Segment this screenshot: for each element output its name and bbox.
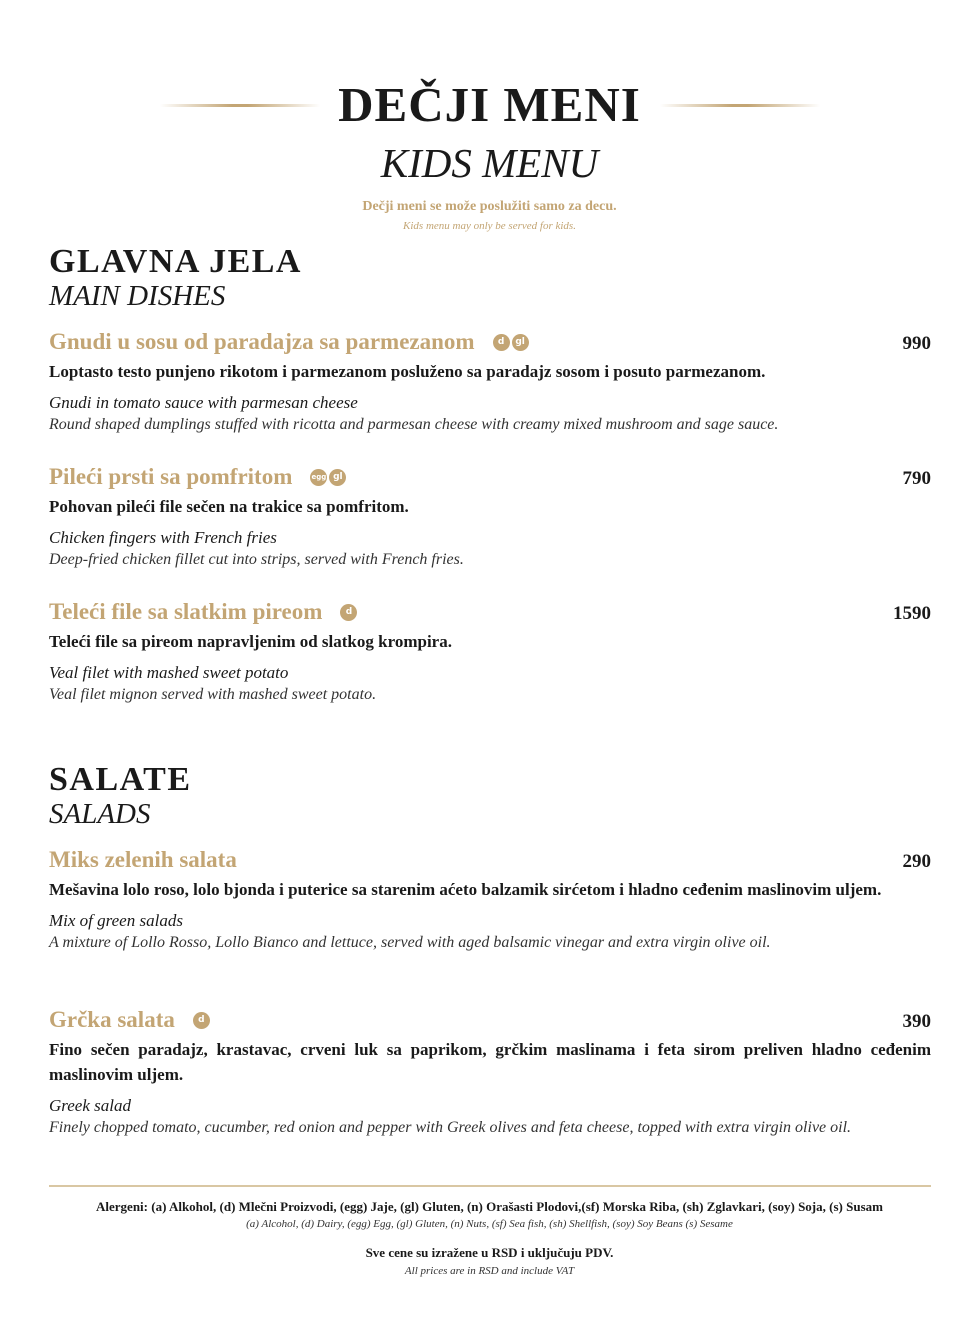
dish-name: Grčka salata <box>49 1007 175 1032</box>
section-main-dishes-title <box>49 244 931 312</box>
dish-name-en: Gnudi in tomato sauce with parmesan cheese <box>49 393 358 412</box>
kids-note-sr: Dečji meni se može poslužiti samo za decu. <box>362 199 617 214</box>
allergen-egg-icon: egg <box>310 469 327 486</box>
section-title-en: MAIN DISHES <box>49 280 226 312</box>
dish-name: Miks zelenih salata <box>49 847 237 872</box>
dish-description-sr: Mešavina lolo roso, lolo bjonda i puterice sa starenim aćeto balzamik sirćetom i hladno ceđenim maslinovim uljem. <box>49 880 882 899</box>
dish-description-sr: Fino sečen paradajz, krastavac, crveni luk sa paprikom, grčkim maslinama i feta sirom preliven hladno ceđenim maslinovim uljem. <box>49 1040 931 1084</box>
footer-divider <box>49 1185 931 1187</box>
dish-name: Pileći prsti sa pomfritom <box>49 464 293 489</box>
allergen-dairy-icon: d <box>493 334 510 351</box>
section-title-sr: SALATE <box>49 761 192 798</box>
menu-title-sr: DEČJI MENI <box>338 77 641 132</box>
section-title-sr: GLAVNA JELA <box>49 243 302 280</box>
allergen-gluten-icon: gl <box>512 334 529 351</box>
dish-name-en: Veal filet with mashed sweet potato <box>49 663 289 682</box>
allergen-dairy-icon: d <box>340 604 357 621</box>
dish-veal-filet <box>49 597 931 706</box>
dish-green-salad <box>49 845 931 954</box>
allergen-badges <box>310 468 348 486</box>
dish-gnudi <box>49 327 931 436</box>
dish-name: Teleći file sa slatkim pireom <box>49 599 323 624</box>
dish-greek-salad <box>49 1005 931 1139</box>
allergen-badges <box>493 333 531 351</box>
vat-note-en: All prices are in RSD and include VAT <box>404 1265 575 1277</box>
dish-description-sr: Teleći file sa pireom napravljenim od slatkog krompira. <box>49 632 452 651</box>
dish-description-en: Finely chopped tomato, cucumber, red onion and pepper with Greek olives and feta cheese, topped with extra virgin olive oil. <box>49 1119 852 1136</box>
allergens-legend-en: (a) Alcohol, (d) Dairy, (egg) Egg, (gl) Gluten, (n) Nuts, (sf) Sea fish, (sh) Shellfish, (soy) Soy Beans (s) Sesame <box>246 1218 733 1230</box>
allergen-badges <box>340 603 359 621</box>
dish-description-en: Deep-fried chicken fillet cut into strips, served with French fries. <box>49 551 464 568</box>
dish-name-en: Mix of green salads <box>49 911 183 930</box>
section-title-en: SALADS <box>49 798 151 830</box>
dish-price: 390 <box>902 1011 931 1032</box>
dish-price: 990 <box>902 333 931 354</box>
dish-name: Gnudi u sosu od paradajza sa parmezanom <box>49 329 475 354</box>
allergen-badges <box>193 1011 212 1029</box>
allergen-gluten-icon: gl <box>329 469 346 486</box>
allergen-dairy-icon: d <box>193 1012 210 1029</box>
kids-note-en: Kids menu may only be served for kids. <box>403 220 576 232</box>
dish-description-sr: Loptasto testo punjeno rikotom i parmezanom posluženo sa paradajz sosom i posuto parmezanom. <box>49 362 766 381</box>
dish-description-sr: Pohovan pileći file sečen na trakice sa pomfritom. <box>49 497 409 516</box>
vat-note-sr: Sve cene su izražene u RSD i uključuju PDV. <box>365 1245 614 1260</box>
dish-description-en: A mixture of Lollo Rosso, Lollo Bianco and lettuce, served with aged balsamic vinegar and extra virgin olive oil. <box>49 934 771 951</box>
menu-title-en: KIDS MENU <box>380 140 599 186</box>
dish-description-en: Round shaped dumplings stuffed with ricotta and parmesan cheese with creamy mixed mushroom and sage sauce. <box>49 416 779 433</box>
allergens-legend-sr: Alergeni: (a) Alkohol, (d) Mlečni Proizvodi, (egg) Jaje, (gl) Gluten, (n) Orašasti Plodovi,(sf) Morska Riba, (sh) Zglavkari, (soy) Soja, (s) Susam <box>96 1199 883 1214</box>
dish-chicken-fingers <box>49 462 931 571</box>
dish-price: 790 <box>902 468 931 489</box>
dish-description-en: Veal filet mignon served with mashed sweet potato. <box>49 686 377 703</box>
dish-name-en: Greek salad <box>49 1096 131 1115</box>
dish-name-en: Chicken fingers with French fries <box>49 528 277 547</box>
dish-price: 290 <box>902 851 931 872</box>
dish-price: 1590 <box>893 603 931 624</box>
section-salads-title <box>49 762 931 830</box>
